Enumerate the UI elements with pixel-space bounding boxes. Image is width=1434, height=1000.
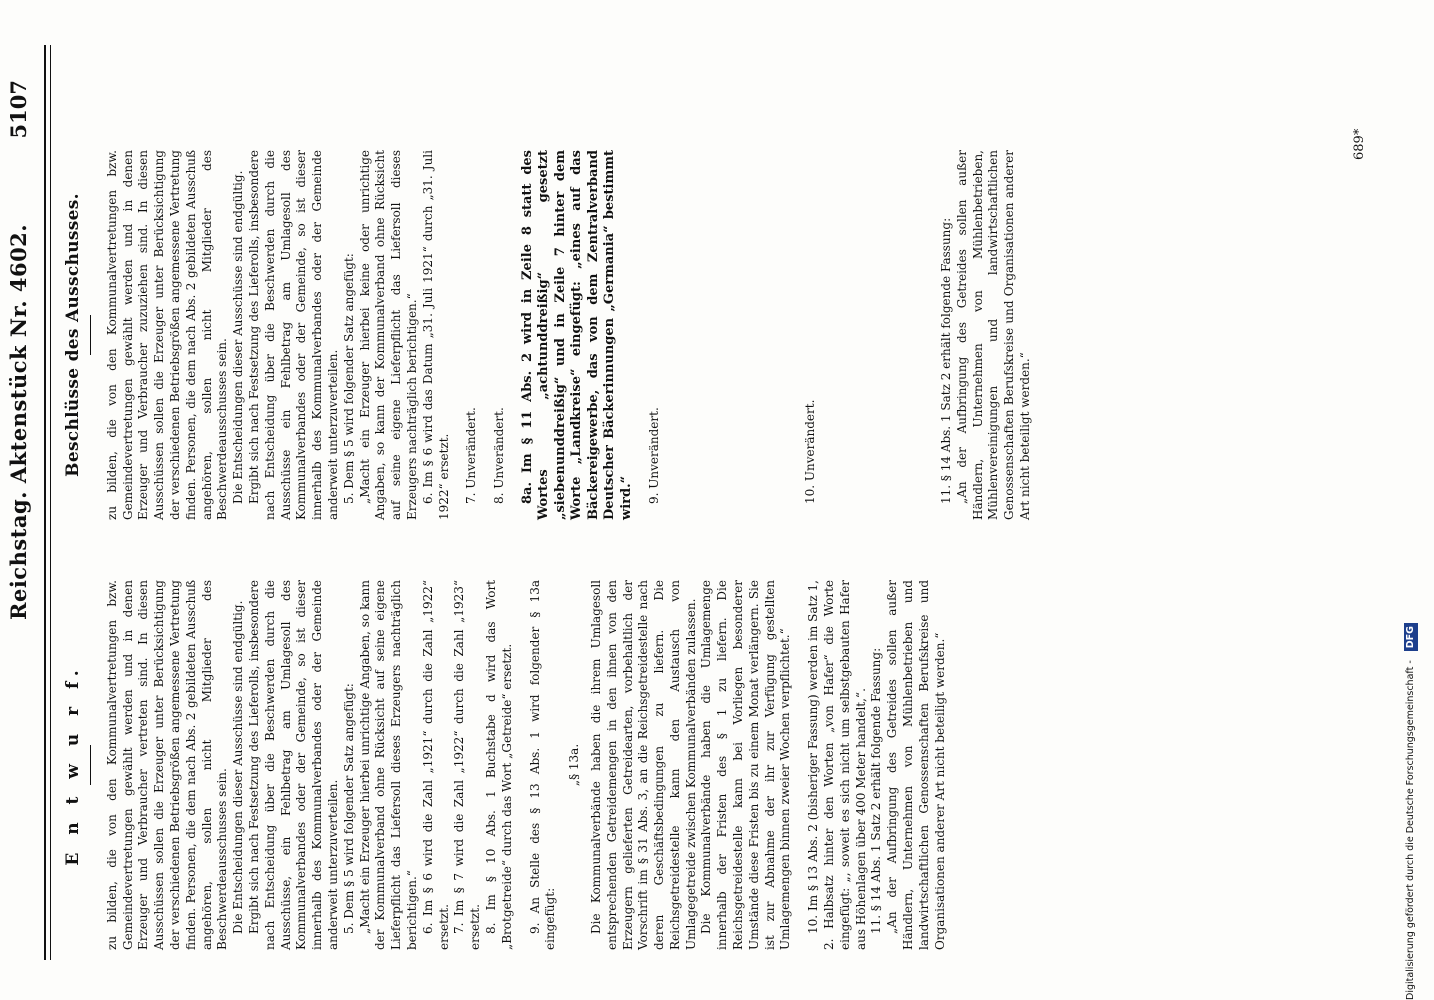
left-paragraph: Ergibt sich nach Festsetzung des Lieferolls, insbesondere nach Entscheidung über die Beschwerden durch die Ausschüsse, ein Fehlbetrag am Umlagesoll des Kommunalverbandes oder der Gemeinde, so ist dieser innerhalb des Kommunalverbandes oder der Gemeinde anderweit unterzuverteilen. (246, 580, 340, 950)
left-paragraph: Die Entscheidungen dieser Ausschüsse sind endgültig. (231, 600, 246, 934)
right-paragraph: Ergibt sich nach Festsetzung des Lieferolls, insbesondere nach Entscheidung über die Beschwerden durch die Ausschüsse ein Fehlbetrag am Umlagesoll des Kommunalverbandes oder der Gemeinde, so ist dieser innerhalb des Kommunalverbandes oder der Gemeinde anderweit unterzuverteilen. (246, 150, 340, 520)
digitization-note (1404, 0, 1418, 1000)
left-paragraph: 11. § 14 Abs. 1 Satz 2 erhält folgende Fassung: (869, 647, 884, 934)
right-paragraph: 11. § 14 Abs. 1 Satz 2 erhält folgende Fassung: (939, 217, 954, 504)
left-paragraph: Die Kommunalverbände haben die Umlagemenge innerhalb der Fristen des § 1 zu liefern. Die Reichsgetreidestelle kann bei Vorliegen besonderer Umstände diese Fristen bis zu einem Monat verlängern. Sie ist zur Abnahme der ihr zur Verfügung gestellten Umlagemengen binnen zweier Wochen verpflichtet.“ (699, 580, 793, 950)
right-paragraph: „Macht ein Erzeuger hierbei keine oder unrichtige Angaben, so kann der Kommunalverband ohne Rücksicht auf seine eigene Lieferpflicht das Liefersoll dieses Erzeugers nachträglich berichtigen.“ (357, 150, 419, 520)
right-paragraph: 7. Unverändert. (464, 407, 479, 504)
sheet-number: 689* (1352, 128, 1367, 160)
right-paragraph: 9. Unverändert. (647, 407, 662, 504)
right-paragraph: 10. Unverändert. (803, 399, 818, 504)
header-title: Reichstag. Aktenstück Nr. 4602. (6, 223, 31, 620)
section-heading: „§ 13a. (567, 743, 582, 787)
left-column-title: E n t w u r f. (63, 664, 83, 866)
dfg-logo: DFG (1404, 623, 1418, 651)
header-rule (44, 45, 51, 960)
left-paragraph: 10. Im § 13 Abs. 2 (bisheriger Fassung) werden im Satz 1, 2. Halbsatz hinter den Worten „von Hafer“ die Worte eingefügt: „, soweit es sich nicht um selbstgebauten Hafer aus Höhenlagen über 400 Meter handelt,“. (806, 580, 868, 950)
left-title-divider (90, 745, 91, 785)
right-column-title: Beschlüsse des Ausschusses. (63, 193, 83, 477)
left-column-draft (64, 580, 948, 950)
right-paragraph: Die Entscheidungen dieser Ausschüsse sind endgültig. (231, 170, 246, 504)
right-paragraph: 8. Unverändert. (492, 407, 507, 504)
right-paragraph-amendment: 8a. Im § 11 Abs. 2 wird in Zeile 8 statt des Wortes „achtunddreißig“ gesetzt „siebenunddreißig“ und in Zeile 7 hinter dem Worte „Landkreise“ eingefügt: „eines auf das Bäckereigewerbe, das von dem Zentralverband Deutscher Bäckerinnungen „Germania“ bestimmt wird.“ (519, 150, 634, 520)
right-paragraph: 5. Dem § 5 wird folgender Satz angefügt: (341, 253, 356, 504)
left-paragraph: „Macht ein Erzeuger hierbei unrichtige Angaben, so kann der Kommunalverband ohne Rücksicht auf seine eigene Lieferpflicht das Liefersoll dieses Erzeugers nachträglich berichtigen.“ (357, 580, 419, 950)
left-paragraph: „An der Aufbringung des Getreides sollen außer Händlern, Unternehmen von Mühlenbetrieben und landwirtschaftlichen Genossenschaften Berufskreise und Organisationen anderer Art nicht beteiligt werden.“ (885, 580, 947, 950)
left-paragraph: 5. Dem § 5 wird folgender Satz angefügt: (341, 683, 356, 934)
right-paragraph: zu bilden, die von den Kommunalvertretungen bzw. Gemeindevertretungen gewählt werden und in denen Erzeuger und Verbraucher zuzuziehen sind. In diesen Ausschüssen sollen die Erzeuger unter Berücksichtigung der verschiedenen Betriebsgrößen angemessene Vertretung finden. Personen, die dem nach Abs. 2 gebildeten Ausschuß angehören, sollen nicht Mitglieder des Beschwerdeausschusses sein. (104, 150, 230, 520)
left-paragraph: 6. Im § 6 wird die Zahl „1921“ durch die Zahl „1922“ ersetzt. (420, 580, 451, 950)
right-paragraph: „An der Aufbringung des Getreides sollen außer Händlern, Unternehmen von Mühlenbetrieben, Mühlenvereinigungen und landwirtschaftlichen Genossenschaften Berufskreise und Organisationen anderer Art nicht beteiligt werden.“ (954, 150, 1032, 520)
left-paragraph: 7. Im § 7 wird die Zahl „1922“ durch die Zahl „1923“ ersetzt. (452, 580, 483, 950)
left-paragraph: 9. An Stelle des § 13 Abs. 1 wird folgender § 13a eingefügt: (527, 580, 558, 950)
page-number: 5107 (6, 80, 31, 139)
right-paragraph: 6. Im § 6 wird das Datum „31. Juli 1921“ durch „31. Juli 1922“ ersetzt. (420, 150, 451, 520)
right-title-divider (90, 315, 91, 355)
right-column-committee (64, 150, 1034, 520)
digitization-text: Digitalisierung gefördert durch die Deutsche Forschungsgemeinschaft - (1405, 660, 1416, 1000)
left-paragraph: zu bilden, die von den Kommunalvertretungen bzw. Gemeindevertretungen gewählt werden und in denen Erzeuger und Verbraucher vertreten sind. In diesen Ausschüssen sollen die Erzeuger unter Berücksichtigung der verschiedenen Betriebsgrößen angemessene Vertretung finden. Personen, die dem nach Abs. 2 gebildeten Ausschuß angehören, sollen nicht Mitglieder des Beschwerdeausschusses sein. (104, 580, 230, 950)
left-paragraph: 8. Im § 10 Abs. 1 Buchstabe d wird das Wort „Brotgetreide“ durch das Wort „Getreide“ ersetzt. (483, 580, 514, 950)
left-paragraph: Die Kommunalverbände haben die ihrem Umlagesoll entsprechenden Getreidemengen in den ihnen von den Erzeugern gelieferten Getreidearten, vorbehaltlich der Vorschrift im § 31 Abs. 3, an die Reichsgetreidestelle nach deren Geschäftsbedingungen zu liefern. Die Reichsgetreidestelle kann den Austausch von Umlagegetreide zwischen Kommunalverbänden zulassen. (588, 580, 698, 950)
